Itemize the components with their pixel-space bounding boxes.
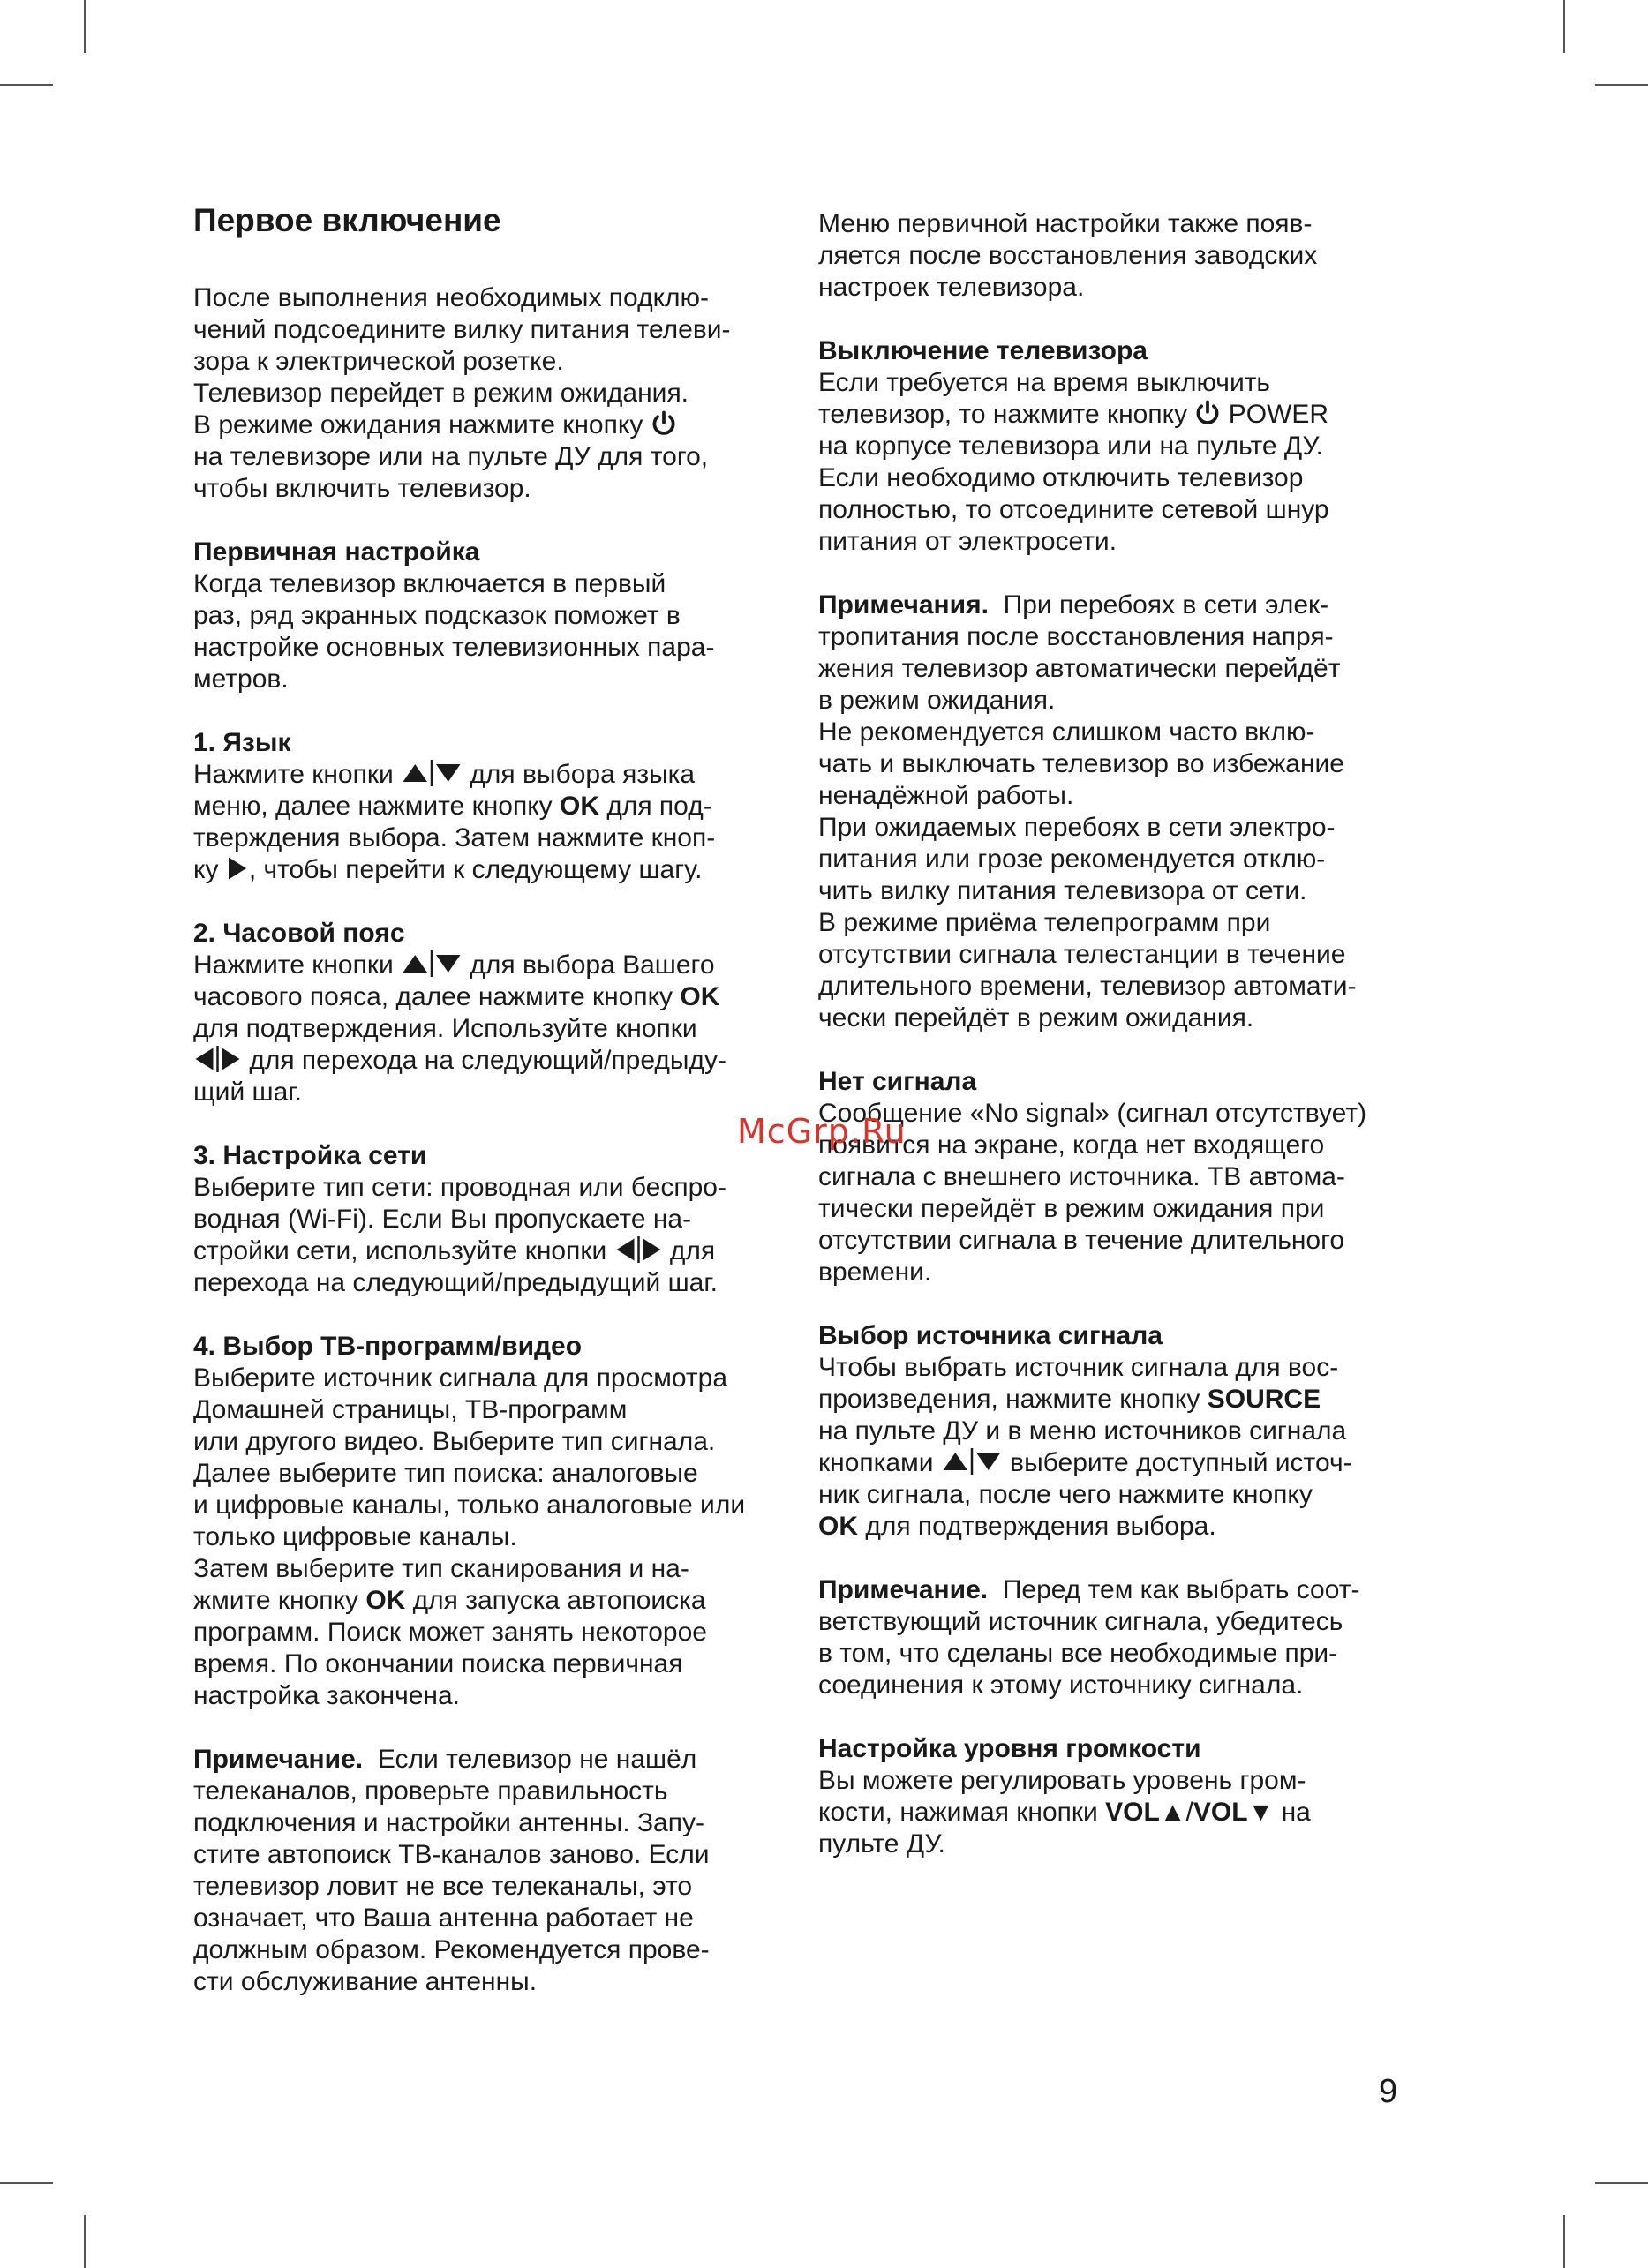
note-label: Примечание. — [818, 1575, 989, 1604]
crop-mark-bottom-left-v — [84, 2215, 86, 2268]
tv-source-section — [193, 1331, 780, 1712]
text-line: Меню первичной настройки также появ- — [818, 209, 1313, 238]
text-line: полностью, то отсоедините сетевой шнур — [818, 495, 1329, 524]
text-line: питания или грозе рекомендуется отклю- — [818, 845, 1326, 874]
text-line: Нажмите кнопки для выбора Вашего — [193, 950, 715, 980]
watermark: McGrp.Ru — [737, 1112, 907, 1151]
left-column — [193, 201, 780, 2030]
text-line: в том, что сделаны все необходимые при- — [818, 1639, 1338, 1668]
text-line: Примечание. Перед тем как выбрать соот- — [818, 1575, 1360, 1604]
right-arrow-icon — [226, 855, 249, 882]
section-heading: Выключение телевизора — [818, 336, 1148, 365]
text-line: Примечание. Если телевизор не нашёл — [193, 1745, 697, 1774]
text-line: ветствующий источник сигнала, убедитесь — [818, 1607, 1343, 1636]
crop-mark-top-left-v — [84, 0, 86, 53]
power-icon — [651, 410, 677, 437]
text-line: чить вилку питания телевизора от сети. — [818, 876, 1307, 905]
text-line: Домашней страницы, ТВ-программ — [193, 1395, 628, 1424]
text-line: телевизор ловит не все телеканалы, это — [193, 1872, 693, 1901]
ok-key-label: OK — [365, 1586, 406, 1615]
right-column — [818, 208, 1418, 1892]
text-line: OK для подтверждения выбора. — [818, 1512, 1216, 1541]
text-line: только цифровые каналы. — [193, 1522, 517, 1551]
text-line: После выполнения необходимых подклю- — [193, 283, 710, 312]
crop-mark-bottom-right-h — [1595, 2182, 1648, 2184]
section-heading: Нет сигнала — [818, 1067, 977, 1096]
crop-mark-top-right-v — [1563, 0, 1565, 53]
text-line: или другого видео. Выберите тип сигнала. — [193, 1427, 716, 1456]
text-line: появится на экране, когда нет входящего — [818, 1130, 1325, 1160]
text-line: чать и выключать телевизор во избежание — [818, 749, 1344, 778]
power-icon — [1194, 400, 1221, 426]
text-line: длительного времени, телевизор автомати- — [818, 972, 1357, 1001]
text-line: Чтобы выбрать источник сигнала для вос- — [818, 1353, 1339, 1382]
crop-mark-bottom-right-v — [1563, 2215, 1565, 2268]
text-line: В режиме ожидания нажмите кнопку — [193, 409, 780, 441]
ok-key-label: OK — [680, 982, 720, 1011]
text-line: жения телевизор автоматически перейдёт — [818, 654, 1341, 683]
ok-key-label: OK — [818, 1512, 858, 1541]
volume-section — [818, 1733, 1418, 1860]
section-heading: 2. Часовой пояс — [193, 919, 405, 948]
vol-up-key-label: VOL▲ — [1105, 1798, 1186, 1827]
text-line: сти обслуживание антенны. — [193, 1967, 538, 1996]
network-section — [193, 1140, 780, 1299]
text-line: раз, ряд экранных подсказок поможет в — [193, 601, 681, 630]
ok-key-label: OK — [560, 792, 599, 821]
timezone-section — [193, 918, 780, 1108]
crop-mark-top-right-h — [1595, 84, 1648, 86]
power-key-label: POWER — [1228, 400, 1329, 429]
text-line: меню, далее нажмите кнопку OK для под- — [193, 792, 712, 821]
text-line: телеканалов, проверьте правильность — [193, 1776, 668, 1806]
left-right-arrows-icon — [614, 1236, 663, 1263]
text-line: Не рекомендуется слишком часто вклю- — [818, 717, 1315, 747]
text-line: для перехода на следующий/предыду- — [193, 1045, 780, 1077]
up-down-arrows-icon — [401, 950, 463, 977]
left-right-arrows-icon — [193, 1046, 242, 1072]
text-line: стройки сети, используйте кнопки для — [193, 1236, 716, 1265]
text-line: Примечания. При перебоях в сети элек- — [818, 590, 1329, 620]
up-down-arrows-icon — [941, 1448, 1003, 1475]
text-line: кости, нажимая кнопки VOL▲/VOL▼ на — [818, 1798, 1311, 1827]
vol-down-key-label: VOL▼ — [1193, 1798, 1275, 1827]
text-line: чески перейдёт в режим ожидания. — [818, 1003, 1254, 1033]
power-notes-section — [818, 590, 1418, 1034]
section-heading: 1. Язык — [193, 728, 291, 757]
section-heading: Настройка уровня громкости — [818, 1734, 1201, 1763]
text-line: Когда телевизор включается в первый — [193, 569, 666, 598]
text-line: настройка закончена. — [193, 1681, 460, 1710]
text-line: на телевизоре или на пульте ДУ для того, — [193, 442, 709, 471]
text-line: жмите кнопку OK для запуска автопоиска — [193, 1586, 706, 1615]
power-off-section — [818, 335, 1418, 558]
page-title: Первое включение — [193, 202, 501, 238]
source-key-label: SOURCE — [1207, 1385, 1321, 1414]
crop-mark-bottom-left-h — [0, 2182, 53, 2184]
text-line: сигнала с внешнего источника. ТВ автома- — [818, 1162, 1345, 1191]
text-line: отсутствии сигнала в течение длительного — [818, 1226, 1345, 1255]
text-line: тропитания после восстановления напря- — [818, 622, 1334, 651]
text-line: и цифровые каналы, только аналоговые или — [193, 1491, 746, 1520]
text-line: Выберите источник сигнала для просмотра — [193, 1363, 728, 1393]
text-line: ляется после восстановления заводских — [818, 241, 1318, 270]
text-line: перехода на следующий/предыдущий шаг. — [193, 1268, 718, 1297]
text-line: водная (Wi-Fi). Если Вы пропускаете на- — [193, 1205, 692, 1234]
up-down-arrows-icon — [401, 760, 463, 786]
intro-section — [193, 282, 780, 505]
text-line: чтобы включить телевизор. — [193, 474, 531, 503]
text-line: означает, что Ваша антенна работает не — [193, 1904, 694, 1933]
text-line: для подтверждения. Используйте кнопки — [193, 1014, 697, 1043]
page-number: 9 — [1379, 2073, 1398, 2110]
text-line: Если требуется на время выключить — [818, 368, 1271, 397]
text-line: должным образом. Рекомендуется прове- — [193, 1935, 710, 1964]
note-label: Примечания. — [818, 590, 989, 620]
text-line: Далее выберите тип поиска: аналоговые — [193, 1459, 698, 1488]
section-heading: Первичная настройка — [193, 537, 480, 567]
text-line: соединения к этому источнику сигнала. — [818, 1671, 1304, 1700]
text-line: Выберите тип сети: проводная или беспро- — [193, 1173, 726, 1202]
text-line: чений подсоедините вилку питания телеви- — [193, 315, 731, 344]
text-line: В режиме приёма телепрограмм при — [818, 908, 1271, 937]
text-line: пульте ДУ. — [818, 1829, 945, 1859]
text-line: настроек телевизора. — [818, 273, 1085, 302]
source-note-section — [818, 1574, 1418, 1701]
text-line: подключения и настройки антенны. Запу- — [193, 1808, 704, 1837]
text-line: ник сигнала, после чего нажмите кнопку — [818, 1480, 1313, 1509]
source-select-section — [818, 1320, 1418, 1543]
text-line: стите автопоиск ТВ-каналов заново. Если — [193, 1840, 710, 1869]
text-line: времени. — [818, 1258, 932, 1287]
text-line: кнопками выберите доступный источ- — [818, 1448, 1352, 1477]
text-line: программ. Поиск может занять некоторое — [193, 1618, 707, 1647]
language-section — [193, 727, 780, 886]
text-line: Вы можете регулировать уровень гром- — [818, 1766, 1306, 1795]
note-label: Примечание. — [193, 1745, 364, 1774]
no-signal-section — [818, 1066, 1418, 1288]
text-line: настройке основных телевизионных пара- — [193, 633, 715, 662]
text-line: щий шаг. — [193, 1078, 302, 1107]
text-line: метров. — [193, 665, 289, 694]
text-line: питания от электросети. — [818, 527, 1117, 556]
text-line: Телевизор перейдет в режим ожидания. — [193, 379, 689, 408]
text-line: в режим ожидания. — [818, 686, 1056, 715]
text-line: При ожидаемых перебоях в сети электро- — [818, 813, 1336, 842]
text-line: на корпусе телевизора или на пульте ДУ. — [818, 432, 1323, 461]
text-line: часового пояса, далее нажмите кнопку OK — [193, 982, 720, 1011]
section-heading: 4. Выбор ТВ-программ/видео — [193, 1332, 583, 1361]
text-line: телевизор, то нажмите кнопку POWER — [818, 400, 1329, 429]
section-heading: 3. Настройка сети — [193, 1141, 427, 1170]
text-line: время. По окончании поиска первичная — [193, 1649, 683, 1678]
text-line: тически перейдёт в режим ожидания при — [818, 1194, 1325, 1223]
text-line: отсутствии сигнала телестанции в течение — [818, 940, 1346, 969]
text-line: Нажмите кнопки для выбора языка — [193, 760, 696, 789]
text-line: на пульте ДУ и в меню источников сигнала — [818, 1416, 1347, 1446]
section-heading: Выбор источника сигнала — [818, 1321, 1163, 1350]
antenna-note-section — [193, 1744, 780, 1998]
text-line: произведения, нажмите кнопку SOURCE — [818, 1385, 1321, 1414]
text-line: зора к электрической розетке. — [193, 347, 564, 376]
crop-mark-top-left-h — [0, 84, 53, 86]
initial-setup-section — [193, 537, 780, 695]
reset-menu-section — [818, 208, 1418, 304]
text-line: тверждения выбора. Затем нажмите кноп- — [193, 823, 716, 852]
text-line: Если необходимо отключить телевизор — [818, 463, 1304, 492]
text-line: Сообщение «No signal» (сигнал отсутствует) — [818, 1099, 1367, 1128]
text-line: Затем выберите тип сканирования и на- — [193, 1554, 689, 1583]
text-line: ку , чтобы перейти к следующему шагу. — [193, 855, 703, 884]
text-line: ненадёжной работы. — [818, 781, 1074, 810]
